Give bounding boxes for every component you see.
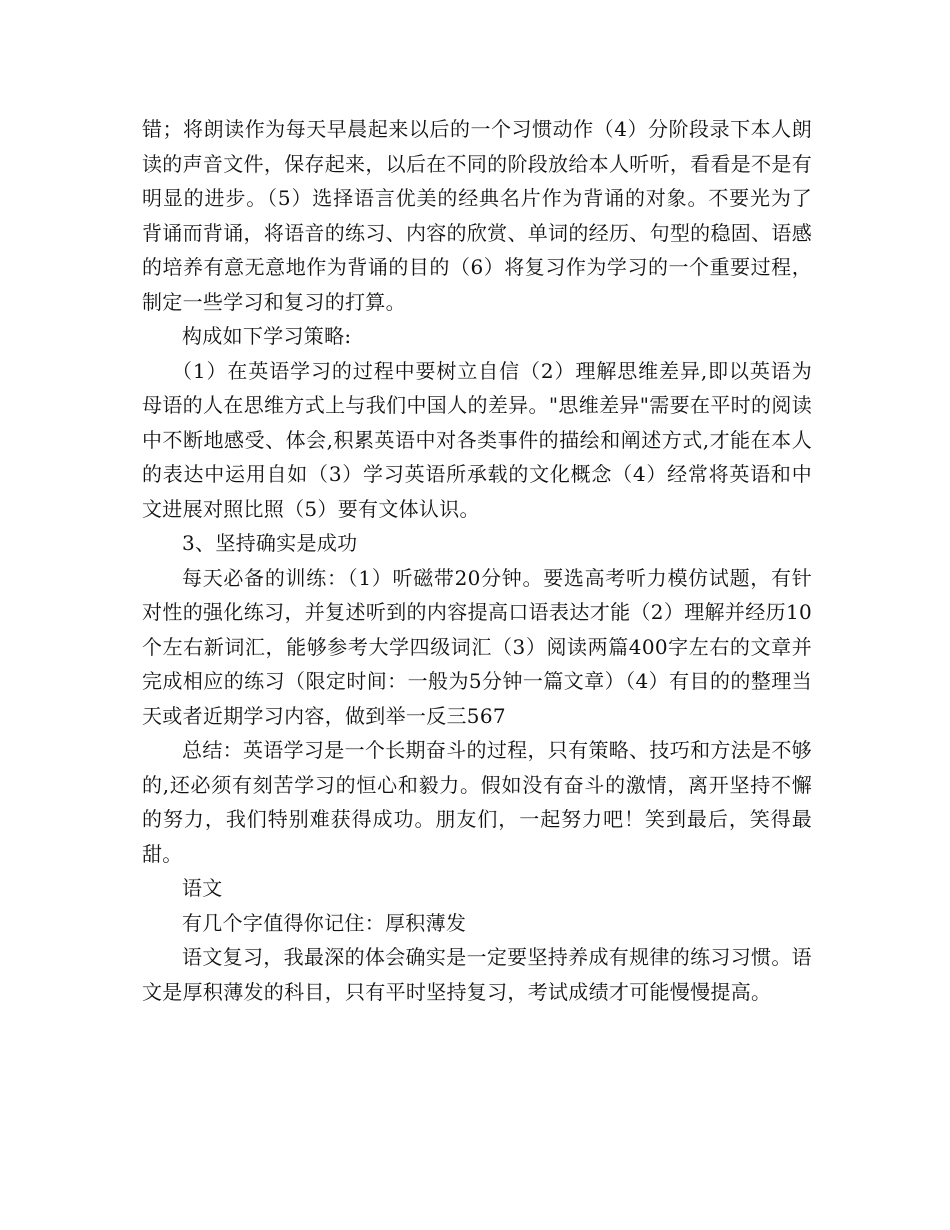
paragraph-summary: 总结：英语学习是一个长期奋斗的过程，只有策略、技巧和方法是不够的,还必须有刻苦学习的恒心和毅力。假如没有奋斗的激情，离开坚持不懈的努力，我们特别难获得成功。朋友们，一起努力吧！笑到最后，笑得最甜。 [142,738,812,866]
document-page [142,112,812,1009]
paragraph-chinese-review: 语文复习，我最深的体会确实是一定要坚持养成有规律的练习习惯。语文是厚积薄发的科目，只有平时坚持复习，考试成绩才可能慢慢提高。 [142,945,812,1004]
paragraph-key-words: 有几个字值得你记住：厚积薄发 [182,910,467,935]
paragraph-reading-habits: 错；将朗读作为每天早晨起来以后的一个习惯动作（4）分阶段录下本人朗读的声音文件，保存起来，以后在不同的阶段放给本人听听，看看是不是有明显的进步。（5）选择语言优美的经典名片作为背诵的对象。不要光为了背诵而背诵，将语音的练习、内容的欣赏、单词的经历、句型的稳固、语感的培养有意无意地作为背诵的目的（6）将复习作为学习的一个重要过程，制定一些学习和复习的打算。 [142,117,812,314]
paragraph-daily-training: 每天必备的训练：（1）听磁带20分钟。要选高考听力模仿试题，有针对性的强化练习，并复述听到的内容提高口语表达才能（2）理解并经历10个左右新词汇，能够参考大学四级词汇（3）阅读两篇400字左右的文章并完成相应的练习（限定时间：一般为5分钟一篇文章）（4）有目的的整理当天或者近期学习内容，做到举一反三567 [142,565,812,728]
section-heading-chinese: 语文 [182,876,223,900]
section-heading-persistence: 3、坚持确实是成功 [182,531,358,555]
paragraph-strategy-intro: 构成如下学习策略: [182,324,352,348]
paragraph-strategy-list: （1）在英语学习的过程中要树立自信（2）理解思维差异,即以英语为母语的人在思维方式上与我们中国人的差异。"思维差异"需要在平时的阅读中不断地感受、体会,积累英语中对各类事件的描绘和阐述方式,才能在本人的表达中运用自如（3）学习英语所承载的文化概念（4）经常将英语和中文进展对照比照（5）要有文体认识。 [142,358,812,521]
